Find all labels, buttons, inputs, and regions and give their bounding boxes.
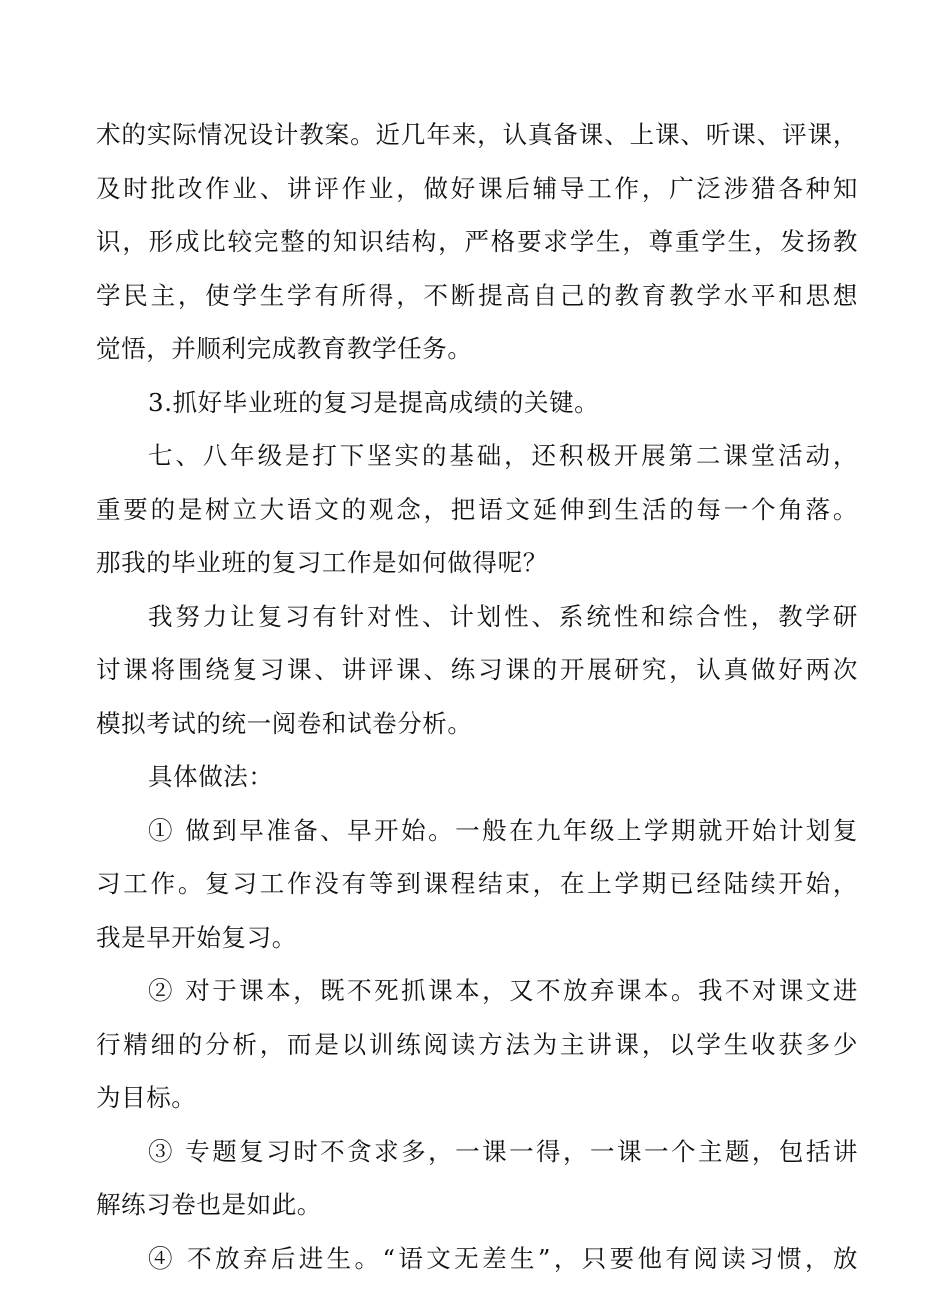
section-heading: 3.抓好毕业班的复习是提高成绩的关键。 <box>148 387 600 417</box>
text-line: 重要的是树立大语文的观念，把语文延伸到生活的每一个角落。 <box>96 494 858 524</box>
list-item: ① 做到早准备、早开始。一般在九年级上学期就开始计划复 <box>148 815 858 845</box>
text-line: 我是早开始复习。 <box>96 922 297 952</box>
text-line: 行精细的分析，而是以训练阅读方法为主讲课，以学生收获多少 <box>96 1029 858 1059</box>
text-line: 学民主，使学生学有所得，不断提高自己的教育教学水平和思想 <box>96 280 858 310</box>
document-body <box>96 108 858 1285</box>
list-item: ③ 专题复习时不贪求多，一课一得，一课一个主题，包括讲 <box>148 1136 858 1166</box>
list-item: ② 对于课本，既不死抓课本，又不放弃课本。我不对课文进 <box>148 976 858 1005</box>
text-line: 识，形成比较完整的知识结构，严格要求学生，尊重学生，发扬教 <box>96 227 858 256</box>
text-line: 术的实际情况设计教案。近几年来，认真备课、上课、听课、评课， <box>96 120 858 149</box>
text-line: 解练习卷也是如此。 <box>96 1190 322 1219</box>
text-line: 模拟考试的统一阅卷和试卷分析。 <box>96 708 473 738</box>
text-line: 及时批改作业、讲评作业，做好课后辅导工作，广泛涉猎各种知 <box>96 173 858 203</box>
text-line: 具体做法： <box>148 762 274 791</box>
text-line: 为目标。 <box>96 1083 197 1112</box>
list-item: ④ 不放弃后进生。“语文无差生”，只要他有阅读习惯，放 <box>148 1243 858 1273</box>
text-line: 讨课将围绕复习课、讲评课、练习课的开展研究，认真做好两次 <box>96 655 858 684</box>
text-line: 那我的毕业班的复习工作是如何做得呢？ <box>96 548 548 577</box>
text-line: 我努力让复习有针对性、计划性、系统性和综合性，教学研 <box>148 601 858 631</box>
text-line: 觉悟，并顺利完成教育教学任务。 <box>96 334 473 363</box>
text-line: 七、八年级是打下坚实的基础，还积极开展第二课堂活动， <box>148 441 858 470</box>
text-line: 习工作。复习工作没有等到课程结束，在上学期已经陆续开始， <box>96 869 858 898</box>
